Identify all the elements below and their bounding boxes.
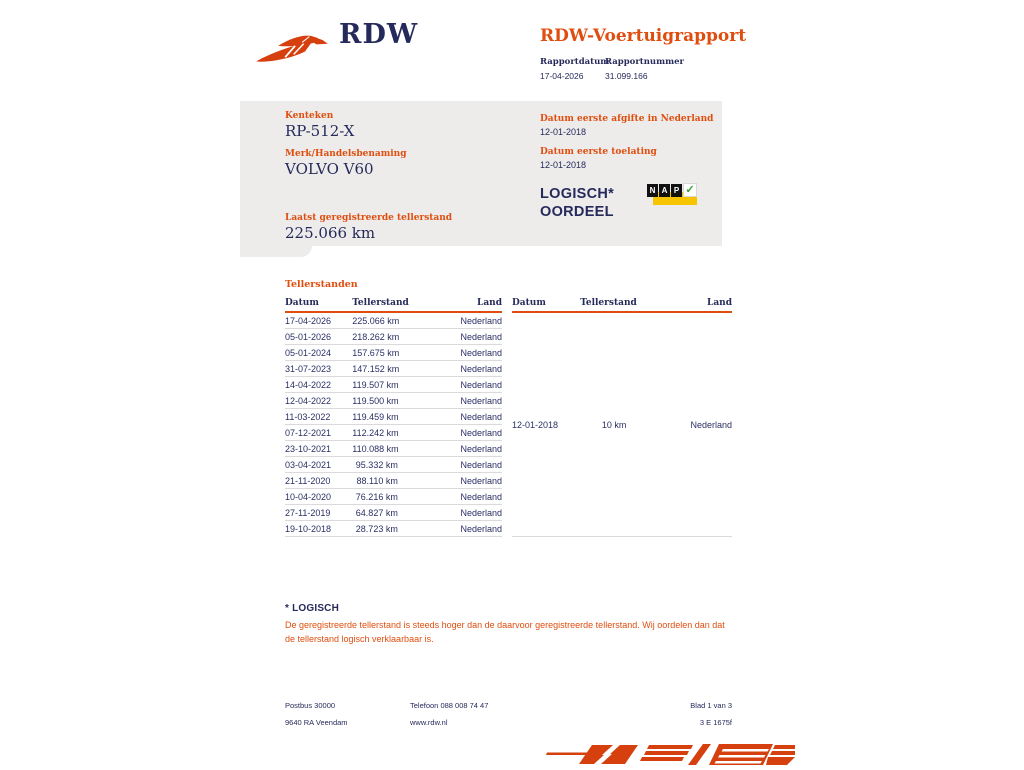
table-cell: 119.500 km [352, 393, 398, 409]
table-cell: 28.723 km [352, 521, 398, 537]
table-cell: Nederland [398, 393, 502, 409]
speed-stripes-graphic [545, 740, 795, 770]
rdw-wordmark: RDW [339, 19, 419, 50]
table-row [285, 521, 502, 537]
logisch-footnote [285, 603, 731, 646]
report-date-value: 17-04-2026 [540, 71, 584, 81]
oordeel-text [540, 185, 614, 221]
report-number-block [605, 57, 684, 81]
nap-letter-a: A [659, 184, 670, 197]
footer-address-line1: Postbus 30000 [285, 701, 336, 710]
nap-logo [647, 183, 701, 209]
table-row [285, 377, 502, 393]
table-cell: Nederland [398, 505, 502, 521]
table-cell: 07-12-2021 [285, 425, 352, 441]
table-cell: 64.827 km [352, 505, 398, 521]
tellerstanden-tables [285, 296, 732, 537]
table-cell: 76.216 km [352, 489, 398, 505]
oordeel-line2: OORDEEL [540, 204, 614, 220]
merk-label: Merk/Handelsbenaming [285, 149, 407, 159]
eerste-toelating-value: 12-01-2018 [540, 160, 587, 170]
table-cell: 05-01-2024 [285, 345, 352, 361]
footnote-heading: * LOGISCH [285, 603, 340, 614]
table-cell: 11-03-2022 [285, 409, 352, 425]
tellerstanden-table-left [285, 296, 502, 537]
footer-phone: Telefoon 088 008 74 47 [410, 701, 489, 710]
table-cell: 147.152 km [352, 361, 398, 377]
nap-check-icon: ✓ [683, 183, 697, 197]
column-header: Tellerstand [580, 296, 626, 312]
footer-doc-code: 3 E 1675f [699, 718, 732, 727]
table-row [285, 329, 502, 345]
table-cell: 23-10-2021 [285, 441, 352, 457]
table-cell: Nederland [398, 345, 502, 361]
table-cell: Nederland [398, 361, 502, 377]
table-cell: 88.110 km [352, 473, 398, 489]
table-cell: Nederland [398, 329, 502, 345]
table-cell: Nederland [398, 457, 502, 473]
oordeel-line1: LOGISCH* [540, 186, 615, 202]
table-cell: 03-04-2021 [285, 457, 352, 473]
table-cell: 12-01-2018 [512, 312, 580, 537]
rdw-wing-icon [254, 20, 332, 66]
report-meta [540, 57, 684, 81]
table-cell: 05-01-2026 [285, 329, 352, 345]
laatste-tellerstand-label: Laatst geregistreerde tellerstand [285, 213, 453, 223]
table-cell: 27-11-2019 [285, 505, 352, 521]
tellerstanden-title: Tellerstanden [285, 279, 358, 290]
column-header: Tellerstand [352, 296, 398, 312]
column-header: Land [626, 296, 732, 312]
table-cell: 95.332 km [352, 457, 398, 473]
table-cell: 14-04-2022 [285, 377, 352, 393]
table-cell: 218.262 km [352, 329, 398, 345]
table-row [512, 312, 732, 537]
table-cell: 10 km [580, 312, 626, 537]
tellerstanden-section [285, 279, 732, 537]
table-row [285, 473, 502, 489]
table-cell: Nederland [626, 312, 732, 537]
table-cell: Nederland [398, 473, 502, 489]
table-cell: 17-04-2026 [285, 312, 352, 329]
table-row [285, 361, 502, 377]
nap-letter-n: N [647, 184, 658, 197]
rdw-logo [254, 20, 418, 66]
table-cell: Nederland [398, 441, 502, 457]
report-number-value: 31.099.166 [605, 71, 648, 81]
table-row [285, 505, 502, 521]
report-date-label: Rapportdatum [540, 57, 610, 67]
kenteken-value: RP-512-X [285, 122, 355, 140]
merk-value: VOLVO V60 [285, 160, 374, 178]
table-row [285, 489, 502, 505]
table-header-row [285, 296, 502, 312]
vehicle-summary-panel [240, 101, 722, 246]
table-row [285, 312, 502, 329]
footer-website: www.rdw.nl [410, 718, 448, 727]
table-cell: Nederland [398, 521, 502, 537]
table-cell: Nederland [398, 409, 502, 425]
nap-letter-p: P [671, 184, 682, 197]
footer-address-line2: 9640 RA Veendam [285, 718, 348, 727]
table-row [285, 345, 502, 361]
table-cell: 19-10-2018 [285, 521, 352, 537]
column-header: Datum [285, 296, 352, 312]
kenteken-label: Kenteken [285, 111, 334, 121]
report-number-label: Rapportnummer [605, 57, 684, 67]
page-footer [285, 701, 732, 727]
table-cell: 12-04-2022 [285, 393, 352, 409]
table-cell: Nederland [398, 377, 502, 393]
table-cell: 157.675 km [352, 345, 398, 361]
table-cell: Nederland [398, 489, 502, 505]
table-cell: Nederland [398, 312, 502, 329]
eerste-afgifte-value: 12-01-2018 [540, 127, 587, 137]
eerste-toelating-label: Datum eerste toelating [540, 147, 657, 157]
table-row [285, 441, 502, 457]
table-row [285, 409, 502, 425]
column-header: Datum [512, 296, 580, 312]
panel-corner-tab [240, 245, 312, 257]
table-cell: 110.088 km [352, 441, 398, 457]
report-date-block [540, 57, 610, 81]
footnote-body: De geregistreerde tellerstand is steeds hoger dan de daarvoor geregistreerde tellerstand. Wij oordelen dan dat de tellerstand logisch verklaarbaar is. [285, 620, 725, 644]
table-header-row [512, 296, 732, 312]
eerste-afgifte-label: Datum eerste afgifte in Nederland [540, 114, 714, 124]
table-cell: 10-04-2020 [285, 489, 352, 505]
table-cell: 119.507 km [352, 377, 398, 393]
table-row [285, 393, 502, 409]
laatste-tellerstand-value: 225.066 km [285, 224, 376, 242]
table-cell: 112.242 km [352, 425, 398, 441]
table-cell: 225.066 km [352, 312, 398, 329]
tellerstanden-table-right [512, 296, 732, 537]
table-row [285, 425, 502, 441]
table-cell: 21-11-2020 [285, 473, 352, 489]
page-title: RDW-Voertuigrapport [540, 26, 747, 46]
footer-page-indicator: Blad 1 van 3 [690, 701, 732, 710]
table-cell: 31-07-2023 [285, 361, 352, 377]
table-cell: Nederland [398, 425, 502, 441]
table-row [285, 457, 502, 473]
table-cell: 119.459 km [352, 409, 398, 425]
column-header: Land [398, 296, 502, 312]
